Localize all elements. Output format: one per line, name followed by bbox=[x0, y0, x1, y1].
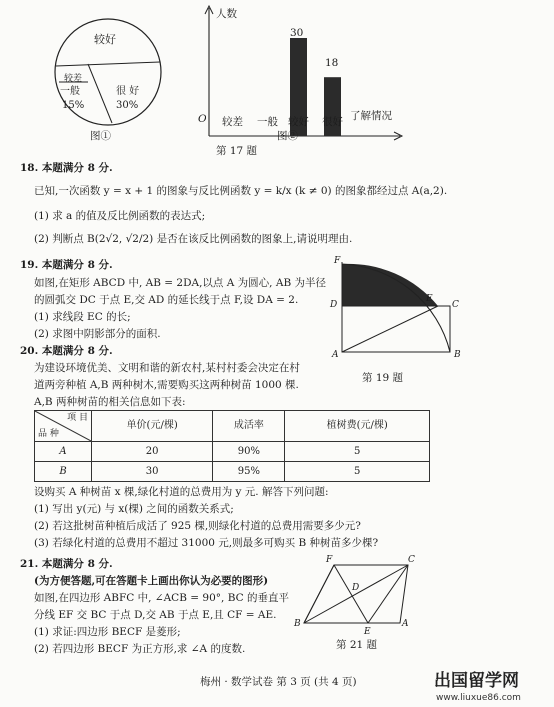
table-header: 植树费(元/棵) bbox=[285, 411, 430, 442]
q19-line: (1) 求线段 EC 的长; bbox=[34, 311, 131, 323]
q18-heading: 18. 本题满分 8 分. bbox=[20, 162, 113, 174]
corner-top-label: 项 目 bbox=[67, 413, 88, 423]
x-tick-label: 很好 bbox=[322, 116, 343, 128]
page-footer: 梅州 · 数学试卷 第 3 页 (共 4 页) bbox=[200, 676, 357, 688]
q20-line: 设购买 A 种树苗 x 棵,绿化村道的总费用为 y 元. 解答下列问题: bbox=[34, 486, 329, 498]
table-cell: 95% bbox=[213, 462, 285, 482]
table-cell: 90% bbox=[213, 442, 285, 462]
x-axis-title: 了解情况 bbox=[350, 110, 392, 122]
q21-line: 分线 EF 交 BC 于点 D,交 AB 于点 E,且 CF = AE. bbox=[34, 609, 277, 621]
q20-heading: 20. 本题满分 8 分. bbox=[20, 345, 113, 357]
q20-line: (3) 若绿化村道的总费用不超过 31000 元,则最多可购买 B 种树苗多少棵? bbox=[34, 537, 379, 549]
table-row bbox=[35, 462, 430, 482]
q21-heading: 21. 本题满分 8 分. bbox=[20, 558, 113, 570]
figure-19-graphics bbox=[326, 256, 466, 391]
bar-value-label: 30 bbox=[290, 27, 304, 39]
tree-info-table bbox=[34, 410, 430, 482]
point-label: A bbox=[332, 350, 339, 360]
segment-ef bbox=[334, 565, 368, 623]
q18-line: (1) 求 a 的值及反比例函数的表达式; bbox=[34, 210, 206, 222]
corner-bottom-label: 品 种 bbox=[38, 428, 59, 439]
table-header: 单价(元/棵) bbox=[92, 411, 213, 442]
q18-line: (2) 判断点 B(2√2, √2/2) 是否在该反比例函数的图象上,请说明理由. bbox=[34, 233, 353, 245]
figure-19-caption: 第 19 题 bbox=[362, 372, 404, 384]
pie-percent-average: 15% bbox=[62, 100, 85, 111]
x-tick-label: 较好 bbox=[288, 116, 309, 128]
point-label: E bbox=[364, 627, 371, 637]
q20-line: 道两旁种植 A,B 两种树木,需要购买这两种树苗 1000 棵. bbox=[34, 379, 299, 391]
table-cell: A bbox=[35, 442, 92, 462]
point-label: F bbox=[326, 555, 333, 565]
pie-label-very-good: 很 好 bbox=[116, 86, 140, 97]
table-cell: 5 bbox=[285, 442, 430, 462]
q19-line: 如图,在矩形 ABCD 中, AB = 2DA,以点 A 为圆心, AB 为半径 bbox=[34, 277, 326, 289]
q21-note: (为方便答题,可在答题卡上画出你认为必要的图形) bbox=[34, 575, 269, 587]
point-label: C bbox=[452, 300, 459, 310]
q20-line: (2) 若这批树苗种植后成活了 925 棵,则绿化村道的总费用需要多少元? bbox=[34, 520, 361, 532]
table-cell: B bbox=[35, 462, 92, 482]
table-cell: 30 bbox=[92, 462, 213, 482]
q20-line: (1) 写出 y(元) 与 x(棵) 之间的函数关系式; bbox=[34, 503, 234, 515]
q21-line: (2) 若四边形 BECF 为正方形,求 ∠A 的度数. bbox=[34, 643, 246, 655]
point-label: F bbox=[334, 256, 341, 266]
figure-17-caption: 第 17 题 bbox=[216, 145, 258, 157]
q20-line: A,B 两种树苗的相关信息如下表: bbox=[34, 396, 186, 408]
watermark-brand: 出国留学网 bbox=[434, 671, 519, 691]
fig2-caption: 图② bbox=[277, 130, 298, 142]
q19-line: (2) 求图中阴影部分的面积. bbox=[34, 328, 161, 340]
rectangle-abcd bbox=[342, 306, 450, 352]
q21-line: (1) 求证:四边形 BECF 是菱形; bbox=[34, 626, 181, 638]
pie-divider bbox=[88, 64, 112, 123]
table-header: 成活率 bbox=[213, 411, 285, 442]
point-label: E bbox=[426, 294, 433, 304]
table-corner-cell bbox=[35, 411, 92, 442]
point-label: D bbox=[352, 583, 360, 593]
pie-label-poor: 较差 bbox=[64, 74, 83, 84]
watermark-url: www.liuxue86.com bbox=[436, 693, 521, 703]
table-cell: 5 bbox=[285, 462, 430, 482]
pie-percent-very-good: 30% bbox=[116, 100, 139, 111]
x-tick-label: 一般 bbox=[257, 116, 278, 128]
segment-ae bbox=[342, 306, 438, 352]
segment-ce bbox=[368, 565, 408, 623]
q20-line: 为建设环境优美、文明和谐的新农村,某村村委会决定在村 bbox=[34, 362, 300, 374]
point-label: A bbox=[402, 619, 409, 629]
bar-value-label: 18 bbox=[325, 57, 339, 69]
point-label: C bbox=[408, 555, 415, 565]
y-axis-title: 人数 bbox=[216, 8, 237, 20]
q21-line: 如图,在四边形 ABFC 中, ∠ACB = 90°, BC 的垂直平 bbox=[34, 592, 289, 604]
pie-divider bbox=[56, 62, 160, 66]
table-header-row bbox=[35, 411, 430, 442]
fig1-caption: 图① bbox=[90, 130, 111, 142]
q18-line: 已知,一次函数 y = x + 1 的图象与反比例函数 y = k/x (k ≠ 0) 的图象都经过点 A(a,2). bbox=[34, 185, 448, 197]
figure-19 bbox=[326, 256, 466, 391]
segment-bc bbox=[304, 565, 408, 623]
table-row bbox=[35, 442, 430, 462]
point-label: B bbox=[454, 350, 461, 360]
pie-label-average: 一般 bbox=[60, 86, 80, 97]
figure-21 bbox=[290, 555, 420, 655]
point-label: D bbox=[330, 300, 338, 310]
pie-label-good: 较好 bbox=[94, 33, 116, 46]
shaded-region bbox=[342, 264, 438, 306]
x-tick-label: 较差 bbox=[222, 116, 243, 128]
figure-21-caption: 第 21 题 bbox=[336, 639, 378, 651]
table-cell: 20 bbox=[92, 442, 213, 462]
point-label: B bbox=[294, 619, 301, 629]
origin-label: O bbox=[198, 113, 207, 125]
figure-17 bbox=[0, 0, 554, 160]
q19-line: 的圆弧交 DC 于点 E,交 AD 的延长线于点 F,设 DA = 2. bbox=[34, 294, 299, 306]
q19-heading: 19. 本题满分 8 分. bbox=[20, 259, 113, 271]
